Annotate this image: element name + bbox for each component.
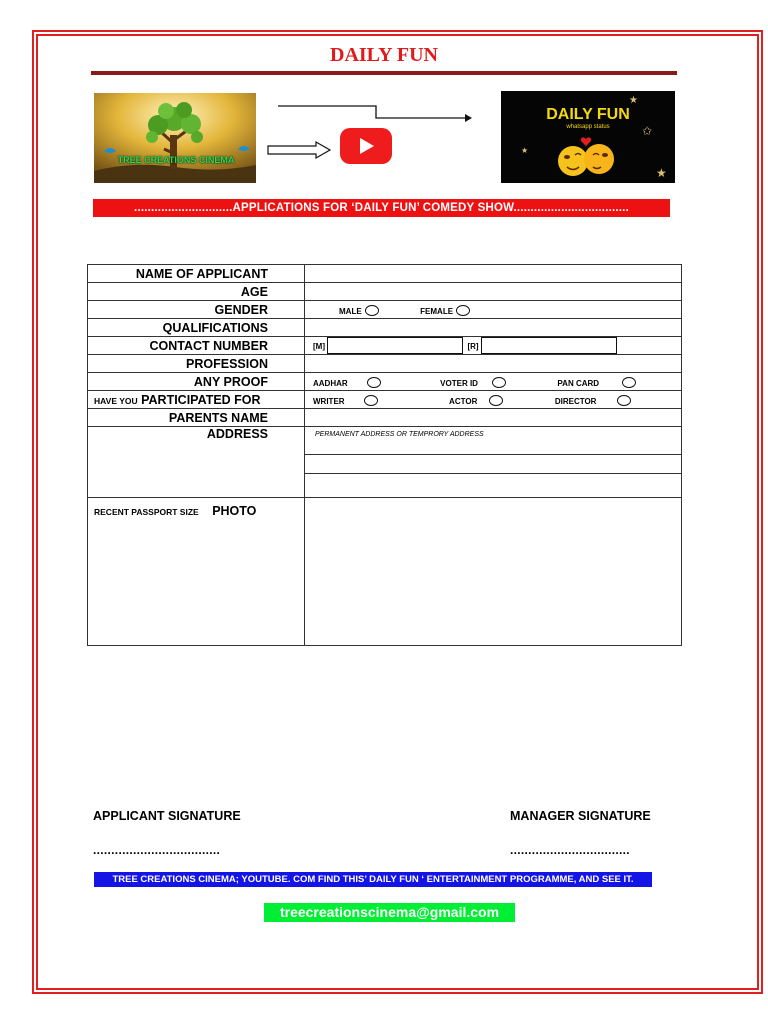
photo-label: PHOTO	[212, 504, 257, 518]
participated-label: PARTICIPATED FOR	[141, 392, 261, 407]
contact-residence-input[interactable]	[481, 337, 617, 354]
gender-option-male-label: MALE	[339, 306, 362, 316]
address-line-2[interactable]	[305, 455, 681, 474]
form-row-address	[88, 427, 682, 498]
participated-writer-radio[interactable]	[364, 395, 378, 406]
tree-creations-logo	[94, 93, 256, 183]
form-row-profession	[88, 355, 682, 373]
qualifications-label: QUALIFICATIONS	[88, 319, 305, 337]
contact-field	[305, 337, 682, 355]
contact-m-label: [M]	[313, 341, 325, 351]
name-label: NAME OF APPLICANT	[88, 265, 305, 283]
title-divider	[91, 71, 677, 75]
proof-field	[305, 373, 682, 391]
contact-mobile-input[interactable]	[327, 337, 463, 354]
proof-pancard-radio[interactable]	[622, 377, 636, 388]
footer-info-bar: TREE CREATIONS CINEMA; YOUTUBE. COM FIND THIS’ DAILY FUN ‘ ENTERTAINMENT PROGRAMME, AND SEE IT.	[94, 872, 652, 887]
gender-male-radio[interactable]	[365, 305, 379, 316]
emoji-stars-art	[501, 91, 675, 183]
profession-field[interactable]	[305, 355, 682, 373]
proof-pancard-label: PAN CARD	[557, 378, 600, 388]
proof-aadhar-radio[interactable]	[367, 377, 381, 388]
participated-director-radio[interactable]	[617, 395, 631, 406]
page-title: DAILY FUN	[330, 44, 438, 66]
applicant-signature-line[interactable]: ...................................	[93, 843, 221, 857]
form-row-parents	[88, 409, 682, 427]
tree-logo-image	[94, 93, 256, 183]
photo-label-cell	[88, 498, 305, 646]
form-row-name	[88, 265, 682, 283]
proof-label: ANY PROOF	[88, 373, 305, 391]
svg-text:✩: ✩	[642, 124, 653, 138]
manager-signature-label: MANAGER SIGNATURE	[510, 809, 651, 823]
participated-director-label: DIRECTOR	[554, 396, 597, 406]
daily-fun-logo	[501, 91, 675, 183]
manager-signature-line[interactable]: .................................	[510, 843, 630, 857]
form-row-proof	[88, 373, 682, 391]
participated-prefix: HAVE YOU	[94, 395, 138, 406]
participated-field	[305, 391, 682, 409]
proof-aadhar-label: AADHAR	[313, 378, 348, 388]
form-row-gender	[88, 301, 682, 319]
svg-text:★: ★	[629, 95, 638, 106]
svg-text:★: ★	[656, 166, 667, 180]
gender-field	[305, 301, 682, 319]
address-line-3[interactable]	[305, 474, 681, 496]
tree-logo-caption: TREE CREATIONS CINEMA	[117, 155, 235, 165]
daily-fun-logo-subtitle: whatsapp status	[566, 124, 610, 130]
address-field	[305, 427, 682, 498]
contact-r-label: [R]	[467, 341, 479, 351]
photo-prefix: RECENT PASSPORT SIZE	[94, 507, 199, 517]
proof-voterid-label: VOTER ID	[440, 378, 478, 388]
application-form-table	[87, 264, 682, 646]
gender-female-radio[interactable]	[456, 305, 470, 316]
name-field[interactable]	[305, 265, 682, 283]
proof-voterid-radio[interactable]	[492, 377, 506, 388]
svg-text:★: ★	[521, 146, 529, 155]
form-row-participated	[88, 391, 682, 409]
qualifications-field[interactable]	[305, 319, 682, 337]
gender-option-female-label: FEMALE	[420, 306, 454, 316]
participated-label-cell	[88, 391, 305, 409]
address-label: ADDRESS	[88, 427, 305, 498]
contact-label: CONTACT NUMBER	[88, 337, 305, 355]
participated-actor-radio[interactable]	[489, 395, 503, 406]
address-hint[interactable]: PERMANENT ADDRESS OR TEMPRORY ADDRESS	[305, 427, 681, 455]
age-label: AGE	[88, 283, 305, 301]
profession-label: PROFESSION	[88, 355, 305, 373]
age-field[interactable]	[305, 283, 682, 301]
photo-field[interactable]	[305, 498, 682, 646]
parents-field[interactable]	[305, 409, 682, 427]
daily-fun-logo-title: DAILY FUN	[546, 106, 630, 123]
parents-label: PARENTS NAME	[88, 409, 305, 427]
applicant-signature-label: APPLICANT SIGNATURE	[93, 809, 241, 823]
form-row-photo	[88, 498, 682, 646]
applications-banner: .............................APPLICATIONS FOR ‘DAILY FUN’ COMEDY SHOW..................................	[93, 199, 670, 217]
participated-writer-label: WRITER	[313, 396, 345, 406]
form-row-qualifications	[88, 319, 682, 337]
contact-email[interactable]: treecreationscinema@gmail.com	[264, 903, 515, 922]
gender-label: GENDER	[88, 301, 305, 319]
participated-actor-label: ACTOR	[449, 396, 478, 406]
youtube-icon	[340, 128, 392, 164]
form-row-contact	[88, 337, 682, 355]
form-row-age	[88, 283, 682, 301]
